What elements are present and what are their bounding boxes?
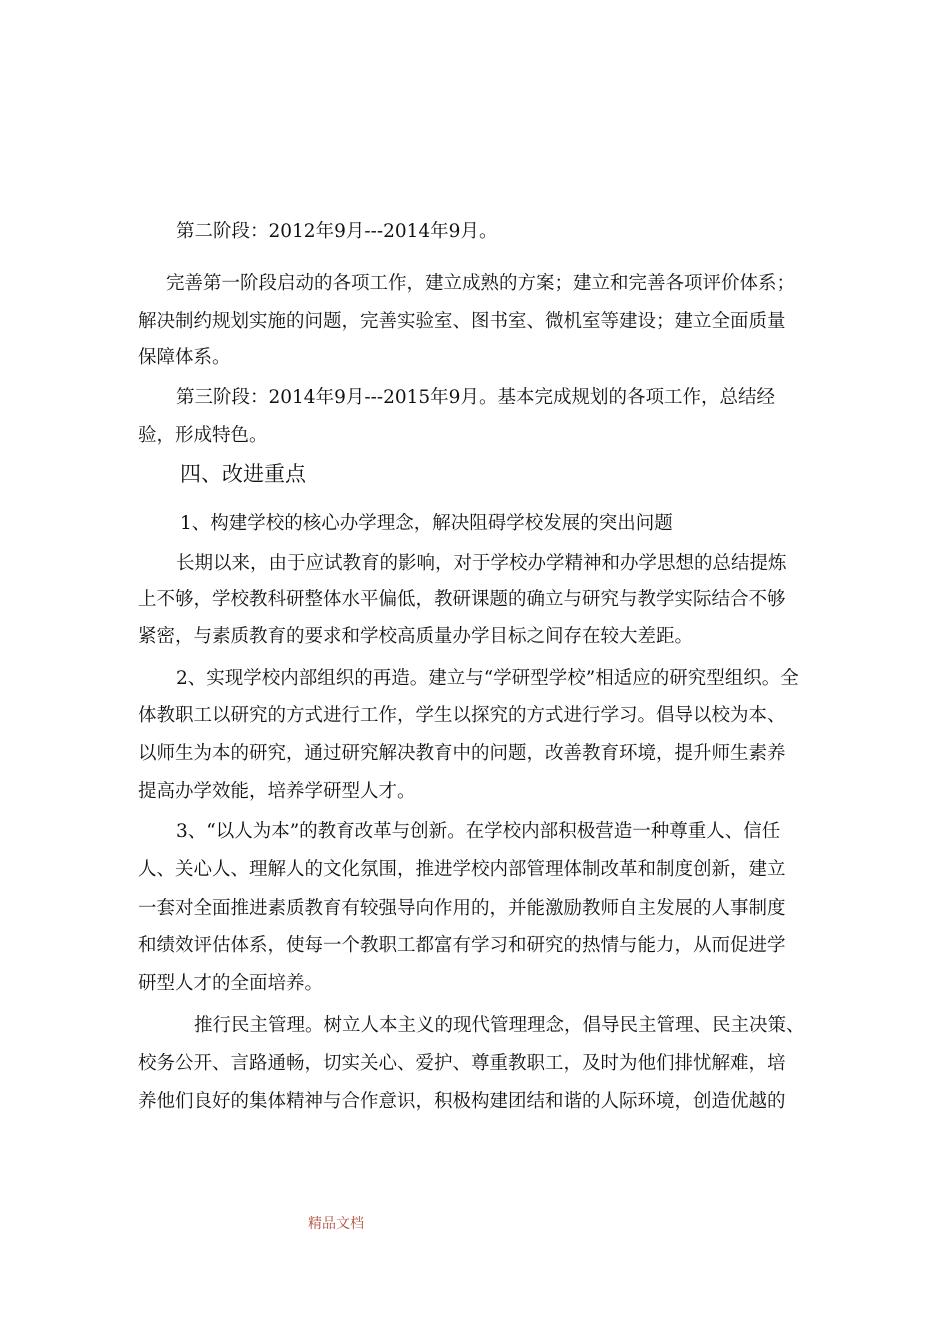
item4-line-2: 校务公开、言路通畅，切实关心、爱护、尊重教职工，及时为他们排忧解难，培	[138, 1053, 786, 1074]
item3-line-3: 一套对全面推进素质教育有较强导向作用的，并能激励教师自主发展的人事制度	[138, 898, 786, 919]
stage3-line-2: 验，形成特色。	[138, 425, 268, 446]
item3-line-4: 和绩效评估体系，使每一个教职工都富有学习和研究的热情与能力，从而促进学	[138, 935, 786, 956]
item2-line-4: 提高办学效能，培养学研型人才。	[138, 781, 416, 802]
item3-line-2: 人、关心人、理解人的文化氛围，推进学校内部管理体制改革和制度创新，建立	[138, 859, 786, 880]
section4-heading: 四、改进重点	[180, 462, 306, 486]
item2-line-2: 体教职工以研究的方式进行工作，学生以探究的方式进行学习。倡导以校为本、	[138, 705, 786, 726]
stage2-body-line-1: 完善第一阶段启动的各项工作，建立成熟的方案；建立和完善各项评价体系；	[166, 273, 796, 294]
stage2-body-line-2: 解决制约规划实施的问题，完善实验室、图书室、微机室等建设；建立全面质量	[138, 311, 786, 332]
stage2-title: 第二阶段：2012年9月---2014年9月。	[176, 221, 498, 242]
item3-line-5: 研型人才的全面培养。	[138, 973, 324, 994]
stage3-line-1: 第三阶段：2014年9月---2015年9月。基本完成规划的各项工作，总结经	[176, 387, 775, 408]
stage2-body-line-3: 保障体系。	[138, 347, 231, 368]
item3-line-1: 3、“以人为本”的教育改革与创新。在学校内部积极营造一种尊重人、信任	[176, 821, 781, 842]
item1-body-line-2: 上不够，学校教科研整体水平偏低，教研课题的确立与研究与教学实际结合不够	[138, 589, 786, 610]
item2-line-3: 以师生为本的研究，通过研究解决教育中的问题，改善教育环境，提升师生素养	[138, 743, 786, 764]
item1-title: 1、构建学校的核心办学理念，解决阻碍学校发展的突出问题	[180, 513, 673, 534]
item1-body-line-3: 紧密，与素质教育的要求和学校高质量办学目标之间存在较大差距。	[138, 626, 694, 647]
item4-line-1: 推行民主管理。树立人本主义的现代管理理念，倡导民主管理、民主决策、	[194, 1015, 805, 1036]
footer-watermark: 精品文档	[308, 1216, 364, 1232]
item4-line-3: 养他们良好的集体精神与合作意识，积极构建团结和谐的人际环境，创造优越的	[138, 1091, 786, 1112]
item1-body-line-1: 长期以来，由于应试教育的影响，对于学校办学精神和办学思想的总结提炼	[176, 553, 787, 574]
item2-line-1: 2、实现学校内部组织的再造。建立与“学研型学校”相适应的研究型组织。全	[176, 668, 799, 689]
